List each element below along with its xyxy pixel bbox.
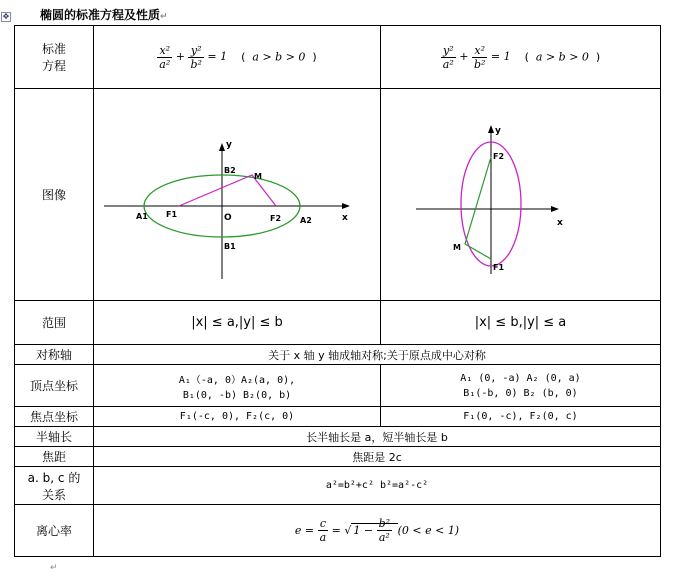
fig-right-label-f2: F2 xyxy=(493,152,505,161)
figure-left-cell xyxy=(94,89,381,301)
row-vertex xyxy=(15,365,661,407)
fig-left-label-a2: A2 xyxy=(300,216,312,225)
label-axis: 对称轴 xyxy=(15,345,94,365)
equation-right: $\frac{\text{y²}}{\text{a²}}$ + $\frac{\text{x²}}{\text{b²}}$ = 1 ( a > b > 0 ) xyxy=(381,26,661,89)
range-right: |x| ≤ b,|y| ≤ a xyxy=(381,301,661,345)
row-semi xyxy=(15,427,661,447)
table-move-handle[interactable]: ✥ xyxy=(2,12,10,21)
axis-value: 关于 x 轴 y 轴成轴对称;关于原点成中心对称 xyxy=(94,345,661,365)
label-vertex: 顶点坐标 xyxy=(15,365,94,407)
fig-left-label-y: y xyxy=(226,140,232,150)
fig-left-label-m: M xyxy=(254,172,262,181)
row-equation xyxy=(15,26,661,89)
vertex-right-1: A₁ (0, -a) A₂ (0, a) xyxy=(460,372,581,384)
label-relation xyxy=(15,467,94,505)
range-left: |x| ≤ a,|y| ≤ b xyxy=(94,301,381,345)
vertical-ellipse-figure xyxy=(381,89,661,297)
vertex-left-2: B₁(0, -b) B₂(0, b) xyxy=(182,389,292,401)
fig-left-label-b2: B2 xyxy=(224,166,236,175)
vertex-left-1: A₁（-a, 0）A₂(a, 0), xyxy=(178,374,296,386)
equation-right-condition: a > b > 0 xyxy=(535,50,589,63)
focus-right: F₁(0, -c), F₂(0, c) xyxy=(381,407,661,427)
fig-left-label-x: x xyxy=(342,213,348,223)
equation-left-formula: $\frac{\text{x²}}{\text{a²}}$ + $\frac{\text{y²}}{\text{b²}}$ = 1 xyxy=(159,43,231,71)
vertex-left xyxy=(94,365,381,407)
equation-left: $\frac{\text{x²}}{\text{a²}}$ + $\frac{\text{y²}}{\text{b²}}$ = 1 ( a > b > 0 ) xyxy=(94,26,381,89)
vertex-right xyxy=(381,365,661,407)
row-focus xyxy=(15,407,661,427)
label-relation-2: 关系 xyxy=(41,487,66,502)
page-title xyxy=(40,6,168,23)
semi-value: 长半轴长是 a，短半轴长是 b xyxy=(94,427,661,447)
equation-left-condition: a > b > 0 xyxy=(252,50,306,63)
fig-left-label-o: O xyxy=(224,213,232,223)
label-equation xyxy=(15,26,94,89)
label-focus: 焦点坐标 xyxy=(15,407,94,427)
row-relation xyxy=(15,467,661,505)
fig-left-label-f1: F1 xyxy=(166,210,178,219)
row-focal xyxy=(15,447,661,467)
vertex-right-2: B₁(-b, 0) B₂ (b, 0) xyxy=(463,387,578,399)
para-mark: ↵ xyxy=(160,12,168,22)
fig-right-label-x: x xyxy=(557,218,563,228)
label-equation-1: 标准 xyxy=(41,42,66,56)
label-image: 图像 xyxy=(15,89,94,301)
focal-value: 焦距是 2c xyxy=(94,447,661,467)
figure-right-cell xyxy=(381,89,661,301)
horizontal-ellipse-figure xyxy=(94,89,381,297)
fig-right-label-m: M xyxy=(453,243,461,252)
label-focal: 焦距 xyxy=(15,447,94,467)
fig-left-label-a1: A1 xyxy=(136,212,148,221)
relation-value: a²=b²+c² b²=a²-c² xyxy=(94,467,661,505)
label-eccentricity: 离心率 xyxy=(15,505,94,557)
label-equation-2: 方程 xyxy=(41,59,66,73)
row-image xyxy=(15,89,661,301)
title-text: 椭圆的标准方程及性质 xyxy=(40,8,161,22)
label-relation-1: a. b, c 的 xyxy=(27,470,81,485)
eccentricity-formula: e = $\frac{c}{a}$ = √ 1 − $\frac{\text{b²}}{\text{a²}}$ (0 < e < 1) xyxy=(94,505,661,557)
equation-right-formula: $\frac{\text{y²}}{\text{a²}}$ + $\frac{\text{x²}}{\text{b²}}$ = 1 xyxy=(442,43,515,71)
fig-right-label-f1: F1 xyxy=(493,263,505,272)
row-range xyxy=(15,301,661,345)
fig-right-label-y: y xyxy=(495,126,501,136)
properties-table xyxy=(14,25,661,557)
label-semi: 半轴长 xyxy=(15,427,94,447)
end-para-mark: ↵ xyxy=(50,563,58,573)
row-eccentricity xyxy=(15,505,661,557)
fig-left-label-b1: B1 xyxy=(224,242,236,251)
focus-left: F₁(-c, 0), F₂(c, 0) xyxy=(94,407,381,427)
label-range: 范围 xyxy=(15,301,94,345)
fig-left-label-f2: F2 xyxy=(270,214,282,223)
row-axis xyxy=(15,345,661,365)
